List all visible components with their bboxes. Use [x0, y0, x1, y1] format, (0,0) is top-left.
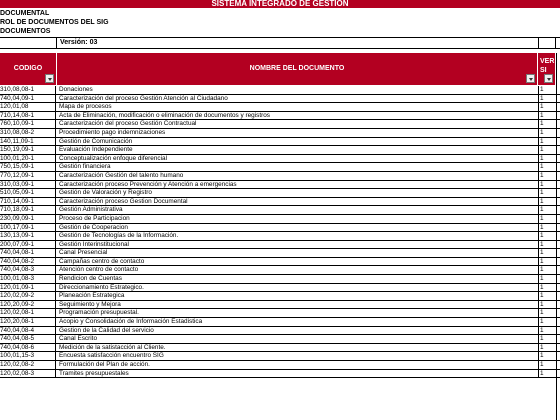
cell-code[interactable]: 760,10,09-1 [0, 120, 56, 128]
cell-code[interactable]: 740,04,08-1 [0, 249, 56, 257]
cell-next-column[interactable] [556, 103, 560, 111]
cell-version[interactable]: 1 [538, 95, 554, 103]
table-row[interactable] [0, 198, 560, 207]
cell-next-column[interactable] [556, 112, 560, 120]
cell-name[interactable]: Conceptualización enfoque diferencial [59, 154, 168, 162]
cell-code[interactable]: 100,17,09-1 [0, 224, 56, 232]
cell-name[interactable]: Formulación del Plan de acción. [59, 361, 150, 368]
cell-code[interactable]: 740,04,08-2 [0, 258, 56, 266]
cell-name[interactable]: Acta de Eliminación, modificación o eliminación de documentos y registros [59, 111, 270, 119]
cell-version[interactable]: 1 [538, 318, 554, 326]
cell-next-column[interactable] [556, 241, 560, 249]
cell-version[interactable]: 1 [538, 146, 554, 154]
table-row[interactable] [0, 370, 560, 379]
cell-version[interactable]: 1 [538, 249, 554, 257]
header-line-documentos: DOCUMENTOS [0, 28, 51, 35]
cell-next-column[interactable] [556, 224, 560, 232]
cell-version[interactable]: 1 [538, 206, 554, 214]
cell-version[interactable]: 1 [538, 224, 554, 232]
cell-code[interactable]: 120,02,08-3 [0, 370, 56, 378]
cell-version[interactable]: 1 [538, 189, 554, 197]
cell-code[interactable]: 120,20,09-2 [0, 301, 56, 309]
cell-next-column[interactable] [556, 284, 560, 292]
cell-next-column[interactable] [556, 370, 560, 378]
cell-version[interactable]: 1 [538, 215, 554, 223]
cell-next-column[interactable] [556, 181, 560, 189]
cell-version[interactable]: 1 [538, 129, 554, 137]
cell-code[interactable]: 120,20,08-1 [0, 318, 56, 326]
cell-next-column[interactable] [556, 138, 560, 146]
cell-next-column[interactable] [556, 344, 560, 352]
cell-next-column[interactable] [556, 129, 560, 137]
cell-code[interactable]: 770,12,09-1 [0, 172, 56, 180]
cell-version[interactable]: 1 [538, 103, 554, 111]
cell-version[interactable]: 1 [538, 181, 554, 189]
table-row[interactable] [0, 206, 560, 215]
cell-code[interactable]: 310,08,08-2 [0, 129, 56, 137]
cell-name[interactable]: Medición de la satistacción al Cliente. [59, 343, 166, 351]
cell-next-column[interactable] [556, 198, 560, 206]
cell-name[interactable]: Caracterización del proceso Gestión Atención al Ciudadano [59, 94, 228, 102]
column-header-name [57, 53, 538, 85]
cell-name[interactable]: Gestión de Tecnologías de la Información. [59, 232, 179, 240]
cell-name[interactable]: Gestión de Comunicación [59, 137, 133, 145]
cell-name[interactable]: Gestión de Cooperacion [59, 223, 128, 231]
cell-code[interactable]: 100,01,15-3 [0, 352, 56, 360]
table-row[interactable] [0, 224, 560, 233]
cell-code[interactable]: 740,04,09-1 [0, 95, 56, 103]
document-table-body [0, 86, 560, 378]
cell-next-column[interactable] [556, 120, 560, 128]
cell-code[interactable]: 120,01,08 [0, 103, 56, 111]
cell-name[interactable]: Direccionamiento Estrategico. [59, 283, 144, 291]
column-header-code-label: CODIGO [13, 65, 43, 72]
cell-name[interactable]: Rendicion de Cuentas [59, 275, 122, 283]
table-row[interactable] [0, 275, 560, 284]
cell-name[interactable]: Canal Escrito [59, 335, 98, 343]
cell-code[interactable]: 120,02,08-1 [0, 309, 56, 317]
cell-version[interactable]: 1 [538, 120, 554, 128]
version-label: Versión: 03 [60, 39, 98, 46]
cell-name[interactable]: Caracterización proceso Gestion Documental [59, 197, 188, 205]
table-row[interactable] [0, 155, 560, 164]
cell-name[interactable]: Acopio y Consolidación de Información Estadistica [59, 318, 203, 326]
cell-name[interactable]: Programación presupuestal. [59, 309, 139, 317]
cell-name[interactable]: Gestión Administrativa [59, 206, 123, 214]
cell-version[interactable]: 1 [538, 275, 554, 283]
cell-code[interactable]: 230,09,09-1 [0, 215, 56, 223]
version-row [0, 37, 560, 49]
column-header-name-label: NOMBRE DEL DOCUMENTO [249, 65, 345, 72]
table-row[interactable] [0, 103, 560, 112]
cell-next-column[interactable] [556, 327, 560, 335]
cell-version[interactable]: 1 [538, 172, 554, 180]
header-line-control: ROL DE DOCUMENTOS DEL SIG [0, 19, 109, 26]
cell-version[interactable]: 1 [538, 232, 554, 240]
cell-code[interactable]: 120,02,09-2 [0, 292, 56, 300]
system-title-bar [0, 0, 560, 8]
cell-version[interactable]: 1 [538, 112, 554, 120]
cell-next-column[interactable] [556, 292, 560, 300]
cell-next-column[interactable] [556, 335, 560, 343]
table-row[interactable] [0, 120, 560, 129]
cell-version[interactable]: 1 [538, 258, 554, 266]
cell-next-column[interactable] [556, 361, 560, 369]
table-row[interactable] [0, 249, 560, 258]
table-row[interactable] [0, 266, 560, 275]
cell-name[interactable]: Caracterización del proceso Gestión Contractual [59, 120, 197, 128]
table-row[interactable] [0, 335, 560, 344]
cell-code[interactable]: 310,08,08-1 [0, 86, 56, 94]
cell-code[interactable]: 750,15,09-1 [0, 163, 56, 171]
cell-version[interactable]: 1 [538, 241, 554, 249]
cell-version[interactable]: 1 [538, 138, 554, 146]
cell-code[interactable]: 130,13,09-1 [0, 232, 56, 240]
cell-name[interactable]: Campañas centro de contacto [59, 257, 145, 265]
cell-code[interactable]: 740,04,08-4 [0, 327, 56, 335]
cell-name[interactable]: Caracterización Gestión del talento humano [59, 171, 184, 179]
table-row[interactable] [0, 172, 560, 181]
filter-dropdown-version[interactable] [544, 74, 553, 83]
cell-version[interactable]: 1 [538, 266, 554, 274]
table-row[interactable] [0, 95, 560, 104]
cell-name[interactable]: Donaciones [59, 86, 93, 93]
table-row[interactable] [0, 284, 560, 293]
cell-code[interactable]: 100,01,20-1 [0, 155, 56, 163]
cell-next-column[interactable] [556, 215, 560, 223]
table-row[interactable] [0, 241, 560, 250]
table-row[interactable] [0, 292, 560, 301]
table-row[interactable] [0, 86, 560, 95]
cell-next-column[interactable] [556, 352, 560, 360]
column-header-version-label: VER SI [540, 58, 555, 74]
cell-name[interactable]: Canal Presencial [59, 249, 108, 257]
table-row[interactable] [0, 163, 560, 172]
cell-code[interactable]: 310,03,09-1 [0, 181, 56, 189]
cell-version[interactable]: 1 [538, 284, 554, 292]
column-header-code [0, 53, 57, 85]
cell-version[interactable]: 1 [538, 309, 554, 317]
cell-code[interactable]: 510,05,09-1 [0, 189, 56, 197]
cell-version[interactable]: 1 [538, 344, 554, 352]
cell-name[interactable]: Mapa de procesos [59, 103, 112, 111]
cell-next-column[interactable] [556, 146, 560, 154]
cell-code[interactable]: 740,04,08-6 [0, 344, 56, 352]
cell-name[interactable]: Encuesta satisfacción encuentro SIG [59, 352, 164, 360]
cell-version[interactable]: 1 [538, 327, 554, 335]
table-row[interactable] [0, 232, 560, 241]
table-row[interactable] [0, 327, 560, 336]
cell-code[interactable]: 710,14,09-1 [0, 198, 56, 206]
column-header-version [538, 53, 556, 85]
table-row[interactable] [0, 129, 560, 138]
filter-dropdown-name[interactable] [526, 74, 535, 83]
cell-next-column[interactable] [556, 318, 560, 326]
table-row[interactable] [0, 181, 560, 190]
table-row[interactable] [0, 352, 560, 361]
cell-next-column[interactable] [556, 309, 560, 317]
table-row[interactable] [0, 361, 560, 370]
cell-name[interactable]: Proceso de Participacion [59, 214, 130, 222]
cell-version[interactable]: 1 [538, 370, 554, 378]
table-row[interactable] [0, 258, 560, 267]
system-title: SISTEMA INTEGRADO DE GESTION [211, 0, 349, 8]
cell-name[interactable]: Planeación Estrategica [59, 292, 125, 300]
table-row[interactable] [0, 189, 560, 198]
cell-next-column[interactable] [556, 275, 560, 283]
table-row[interactable] [0, 318, 560, 327]
cell-version[interactable]: 1 [538, 352, 554, 360]
cell-name[interactable]: Gestión financiera [59, 163, 111, 171]
table-row[interactable] [0, 146, 560, 155]
cell-version[interactable]: 1 [538, 155, 554, 163]
cell-code[interactable]: 740,04,08-5 [0, 335, 56, 343]
cell-code[interactable]: 710,14,08-1 [0, 112, 56, 120]
cell-name[interactable]: Seguimiento y Mejora [59, 300, 121, 308]
cell-name[interactable]: Tramites presupuestales [59, 369, 129, 377]
filter-dropdown-code[interactable] [45, 74, 54, 83]
cell-version[interactable]: 1 [538, 361, 554, 369]
table-row[interactable] [0, 112, 560, 121]
cell-version[interactable]: 1 [538, 163, 554, 171]
cell-next-column[interactable] [556, 95, 560, 103]
cell-next-column[interactable] [556, 155, 560, 163]
cell-next-column[interactable] [556, 266, 560, 274]
cell-next-column[interactable] [556, 172, 560, 180]
cell-code[interactable]: 740,04,08-3 [0, 266, 56, 274]
cell-next-column[interactable] [556, 163, 560, 171]
cell-name[interactable]: Gestion de la Calidad del servicio [59, 326, 154, 334]
cell-version[interactable]: 1 [538, 335, 554, 343]
cell-code[interactable]: 150,19,09-1 [0, 146, 56, 154]
cell-code[interactable]: 200,07,09-1 [0, 241, 56, 249]
cell-next-column[interactable] [556, 249, 560, 257]
cell-next-column[interactable] [556, 301, 560, 309]
cell-code[interactable]: 710,18,09-1 [0, 206, 56, 214]
table-row[interactable] [0, 309, 560, 318]
cell-next-column[interactable] [556, 206, 560, 214]
cell-version[interactable]: 1 [538, 301, 554, 309]
cell-next-column[interactable] [556, 189, 560, 197]
cell-next-column[interactable] [556, 232, 560, 240]
table-row[interactable] [0, 138, 560, 147]
table-row[interactable] [0, 301, 560, 310]
table-row[interactable] [0, 215, 560, 224]
cell-code[interactable]: 140,11,09-1 [0, 138, 56, 146]
cell-code[interactable]: 120,02,08-2 [0, 361, 56, 369]
cell-version[interactable]: 1 [538, 86, 554, 94]
cell-name[interactable]: Caracterización proceso Prevención y Atención a emergencias [59, 180, 237, 188]
cell-code[interactable]: 120,01,09-1 [0, 284, 56, 292]
cell-version[interactable]: 1 [538, 292, 554, 300]
cell-next-column[interactable] [556, 258, 560, 266]
cell-name[interactable]: Gestión de Valoración y Registro [59, 189, 152, 197]
cell-next-column[interactable] [556, 86, 560, 94]
table-row[interactable] [0, 344, 560, 353]
cell-name[interactable]: Evaluación Independiente [59, 146, 133, 154]
header-line-documental: DOCUMENTAL [0, 10, 50, 17]
cell-code[interactable]: 100,01,08-3 [0, 275, 56, 283]
cell-version[interactable]: 1 [538, 198, 554, 206]
cell-name[interactable]: Atención centro de contacto [59, 266, 139, 274]
cell-name[interactable]: Procedimiento pago indemnizaciones [59, 128, 166, 136]
cell-name[interactable]: Gestión Interinstitucional [59, 240, 129, 248]
